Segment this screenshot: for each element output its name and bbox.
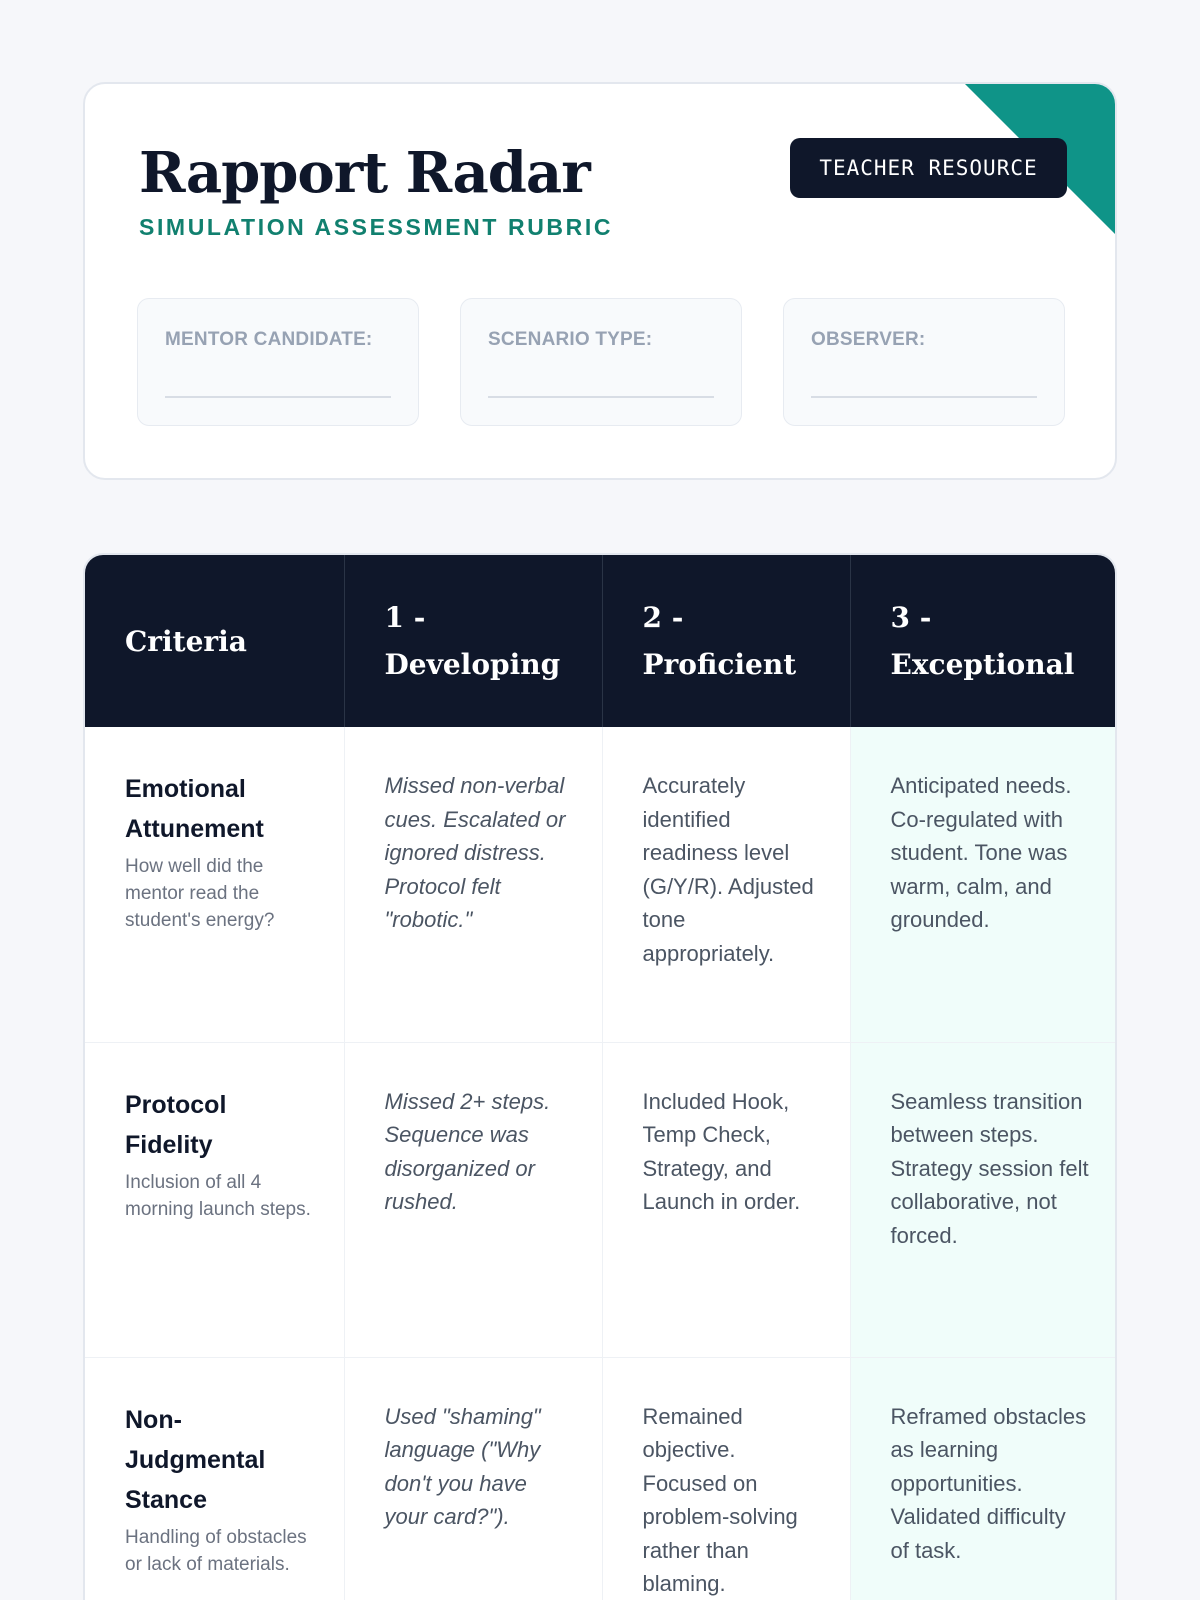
- column-header-score: 2 -: [642, 601, 684, 634]
- criteria-name: Protocol Fidelity: [125, 1090, 227, 1159]
- criteria-cell: [85, 1357, 344, 1600]
- developing-text: Missed non-verbal cues. Escalated or ignored distress. Protocol felt "robotic.": [384, 773, 566, 932]
- criteria-cell: [85, 727, 344, 1042]
- criteria-description: How well did the mentor read the student's energy?: [125, 856, 275, 931]
- table-row: [85, 1042, 1117, 1357]
- developing-cell: [344, 727, 602, 1042]
- mentor-candidate-input-line[interactable]: [165, 396, 391, 398]
- proficient-text: Remained objective. Focused on problem-solving rather than blaming.: [642, 1403, 798, 1596]
- header-card: [83, 82, 1117, 480]
- scenario-type-input-line[interactable]: [488, 396, 714, 398]
- column-header-developing: [344, 555, 602, 727]
- criteria-name: Non-Judgmental Stance: [125, 1405, 266, 1514]
- table-row: [85, 727, 1117, 1042]
- developing-text: Used "shaming" language ("Why don't you have your card?").: [384, 1403, 541, 1529]
- proficient-cell: [602, 727, 850, 1042]
- developing-cell: [344, 1042, 602, 1357]
- scenario-type-field[interactable]: [460, 298, 742, 426]
- exceptional-text: Reframed obstacles as learning opportunities. Validated difficulty of task.: [890, 1403, 1087, 1563]
- developing-text: Missed 2+ steps. Sequence was disorganized or rushed.: [384, 1088, 551, 1214]
- criteria-description: Inclusion of all 4 morning launch steps.: [125, 1171, 311, 1220]
- proficient-text: Included Hook, Temp Check, Strategy, and Launch in order.: [642, 1088, 801, 1214]
- proficient-cell: [602, 1042, 850, 1357]
- observer-input-line[interactable]: [811, 396, 1037, 398]
- table-header-row: [85, 555, 1117, 727]
- mentor-candidate-label: MENTOR CANDIDATE:: [165, 329, 373, 350]
- exceptional-cell: [850, 727, 1117, 1042]
- criteria-description: Handling of obstacles or lack of materials.: [125, 1526, 307, 1575]
- criteria-name: Emotional Attunement: [125, 775, 264, 843]
- observer-label: OBSERVER:: [811, 329, 926, 350]
- table-row: [85, 1357, 1117, 1600]
- assessment-rubric-table: [83, 553, 1117, 1600]
- mentor-candidate-field[interactable]: [137, 298, 419, 426]
- proficient-cell: [602, 1357, 850, 1600]
- exceptional-text: Anticipated needs. Co-regulated with student. Tone was warm, calm, and grounded.: [890, 773, 1072, 932]
- column-header-score: 1 -: [384, 601, 426, 634]
- observer-field[interactable]: [783, 298, 1065, 426]
- page-subtitle: SIMULATION ASSESSMENT RUBRIC: [139, 214, 614, 240]
- proficient-text: Accurately identified readiness level (G/Y/R). Adjusted tone appropriately.: [642, 773, 814, 966]
- scenario-type-label: SCENARIO TYPE:: [488, 329, 653, 350]
- criteria-cell: [85, 1042, 344, 1357]
- exceptional-cell: [850, 1042, 1117, 1357]
- column-header-score: 3 -: [890, 601, 932, 634]
- developing-cell: [344, 1357, 602, 1600]
- column-header-level: Exceptional: [890, 648, 1075, 681]
- column-header-line: Criteria: [125, 624, 247, 658]
- column-header-exceptional: [850, 555, 1117, 727]
- column-header-proficient: [602, 555, 850, 727]
- teacher-resource-badge: TEACHER RESOURCE: [790, 138, 1067, 198]
- column-header-level: Developing: [384, 648, 561, 681]
- page-title: Rapport Radar: [139, 140, 590, 206]
- exceptional-text: Seamless transition between steps. Strategy session felt collaborative, not forced.: [890, 1088, 1089, 1248]
- column-header-criteria: [85, 555, 344, 727]
- exceptional-cell: [850, 1357, 1117, 1600]
- column-header-level: Proficient: [642, 648, 797, 681]
